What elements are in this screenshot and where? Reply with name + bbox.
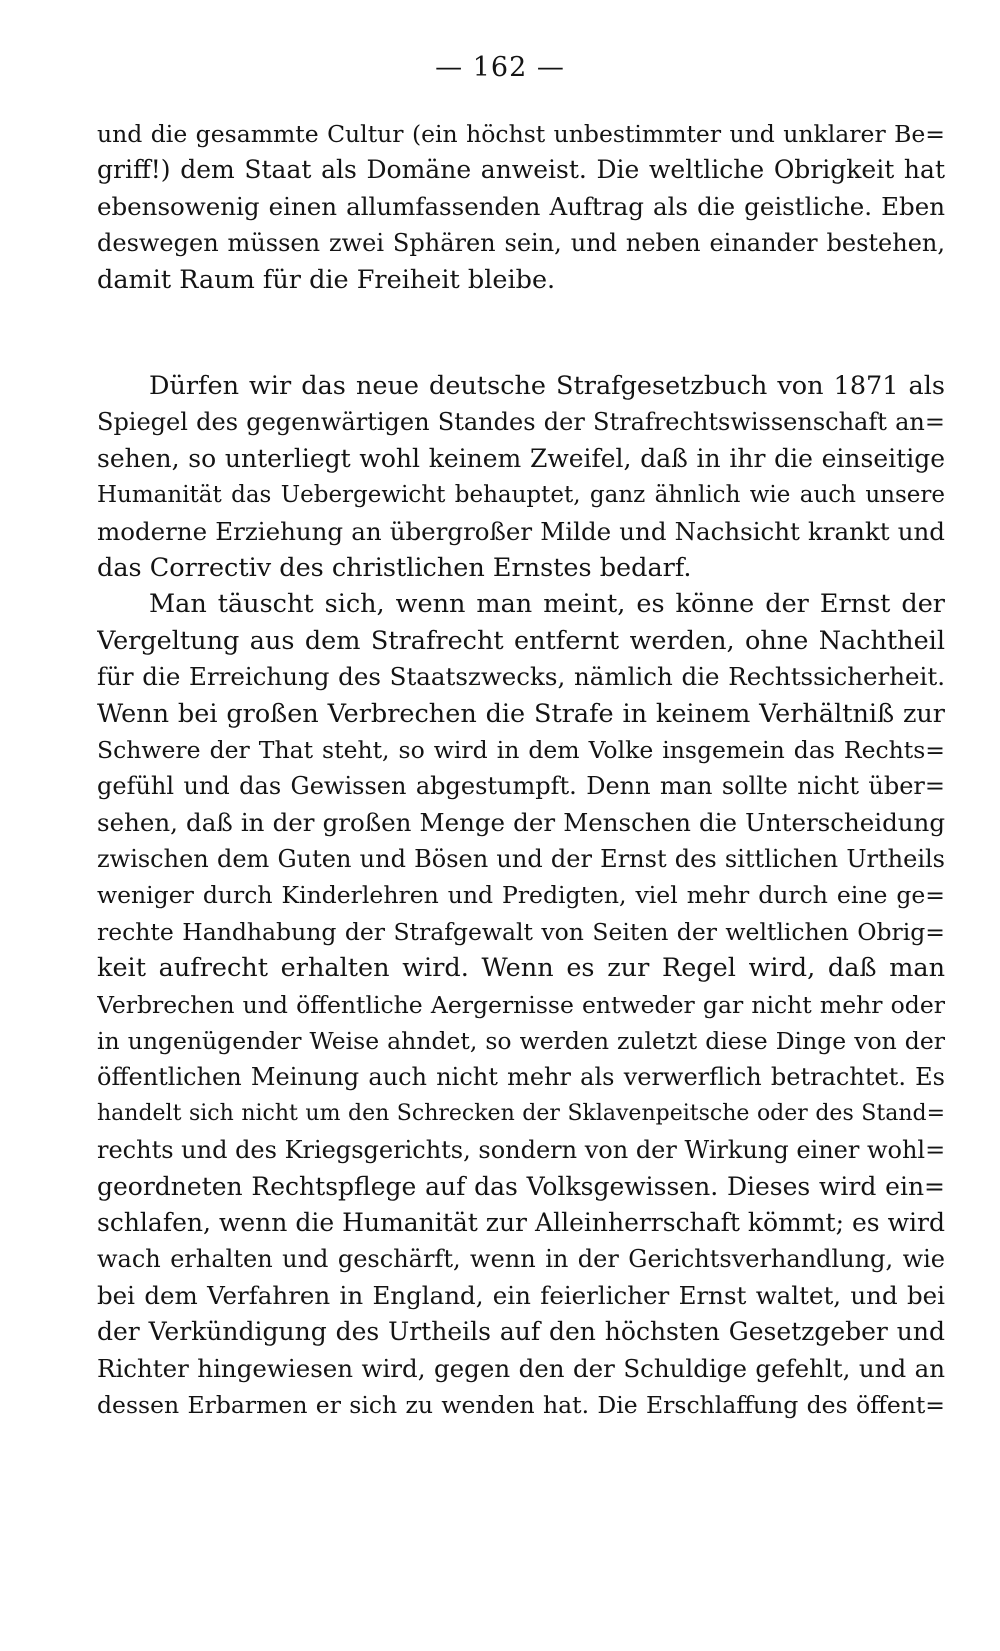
text-line: rechte Handhabung der Strafgewalt von Seiten der weltlichen Obrig= <box>97 917 945 946</box>
text-line: bei dem Verfahren in England, ein feierlicher Ernst waltet, und bei <box>97 1280 945 1310</box>
text-line: weniger durch Kinderlehren und Predigten, viel mehr durch eine ge= <box>97 881 945 910</box>
text-line: moderne Erziehung an übergroßer Milde und Nachsicht krankt und <box>97 516 945 546</box>
text-line: geordneten Rechtspflege auf das Volksgewissen. Dieses wird ein= <box>97 1171 945 1201</box>
text-line: Verbrechen und öffentliche Aergernisse entweder gar nicht mehr oder <box>97 990 945 1019</box>
text-line: griff!) dem Staat als Domäne anweist. Die weltliche Obrigkeit hat <box>97 155 945 185</box>
paragraph <box>97 586 945 1423</box>
text-line: sehen, so unterliegt wohl keinem Zweifel, daß in ihr die einseitige <box>97 443 945 473</box>
text-line: das Correctiv des christlichen Ernstes bedarf. <box>97 552 692 583</box>
text-line: Dürfen wir das neue deutsche Strafgesetzbuch von 1871 als <box>149 371 945 401</box>
text-line: Schwere der That steht, so wird in dem Volke insgemein das Rechts= <box>97 735 945 764</box>
text-line: Vergeltung aus dem Strafrecht entfernt werden, ohne Nachtheil <box>97 625 945 656</box>
text-line: Wenn bei großen Verbrechen die Strafe in keinem Verhältniß zur <box>97 698 945 729</box>
paragraph <box>97 116 945 298</box>
text-line: Man täuscht sich, wenn man meint, es könne der Ernst der <box>149 589 945 620</box>
text-line: Spiegel des gegenwärtigen Standes der Strafrechtswissenschaft an= <box>97 408 945 437</box>
text-line: dessen Erbarmen er sich zu wenden hat. Die Erschlaffung des öffent= <box>97 1390 945 1419</box>
text-line: wach erhalten und geschärft, wenn in der Gerichtsverhandlung, wie <box>97 1245 945 1274</box>
text-line: öffentlichen Meinung auch nicht mehr als verwerflich betrachtet. Es <box>97 1063 945 1092</box>
text-line: Richter hingewiesen wird, gegen den der Schuldige gefehlt, und an <box>97 1353 945 1383</box>
text-line: keit aufrecht erhalten wird. Wenn es zur Regel wird, daß man <box>97 953 945 984</box>
text-line: handelt sich nicht um den Schrecken der Sklavenpeitsche oder des Stand= <box>97 1100 945 1126</box>
text-line: gefühl und das Gewissen abgestumpft. Denn man sollte nicht über= <box>97 772 945 801</box>
text-line: damit Raum für die Freiheit bleibe. <box>97 264 556 295</box>
paragraph <box>97 368 945 586</box>
text-line: ebensowenig einen allumfassenden Auftrag als die geistliche. Eben <box>97 191 945 221</box>
text-block-top <box>97 116 945 298</box>
text-line: für die Erreichung des Staatszwecks, nämlich die Rechtssicherheit. <box>97 662 945 692</box>
text-block-main <box>97 368 945 1423</box>
text-line: der Verkündigung des Urtheils auf den höchsten Gesetzgeber und <box>97 1317 945 1347</box>
text-line: schlafen, wenn die Humanität zur Alleinherrschaft kömmt; es wird <box>97 1207 945 1237</box>
page-number: — 162 — <box>435 52 565 83</box>
text-line: rechts und des Kriegsgerichts, sondern von der Wirkung einer wohl= <box>97 1136 945 1165</box>
text-line: und die gesammte Cultur (ein höchst unbestimmter und unklarer Be= <box>97 120 945 148</box>
text-line: sehen, daß in der großen Menge der Menschen die Unterscheidung <box>97 807 945 837</box>
text-line: zwischen dem Guten und Bösen und der Ernst des sittlichen Urtheils <box>97 845 945 874</box>
text-line: deswegen müssen zwei Sphären sein, und neben einander bestehen, <box>97 229 945 258</box>
text-line: Humanität das Uebergewicht behauptet, ganz ähnlich wie auch unsere <box>97 482 945 509</box>
text-line: in ungenügender Weise ahndet, so werden zuletzt diese Dinge von der <box>97 1027 945 1056</box>
